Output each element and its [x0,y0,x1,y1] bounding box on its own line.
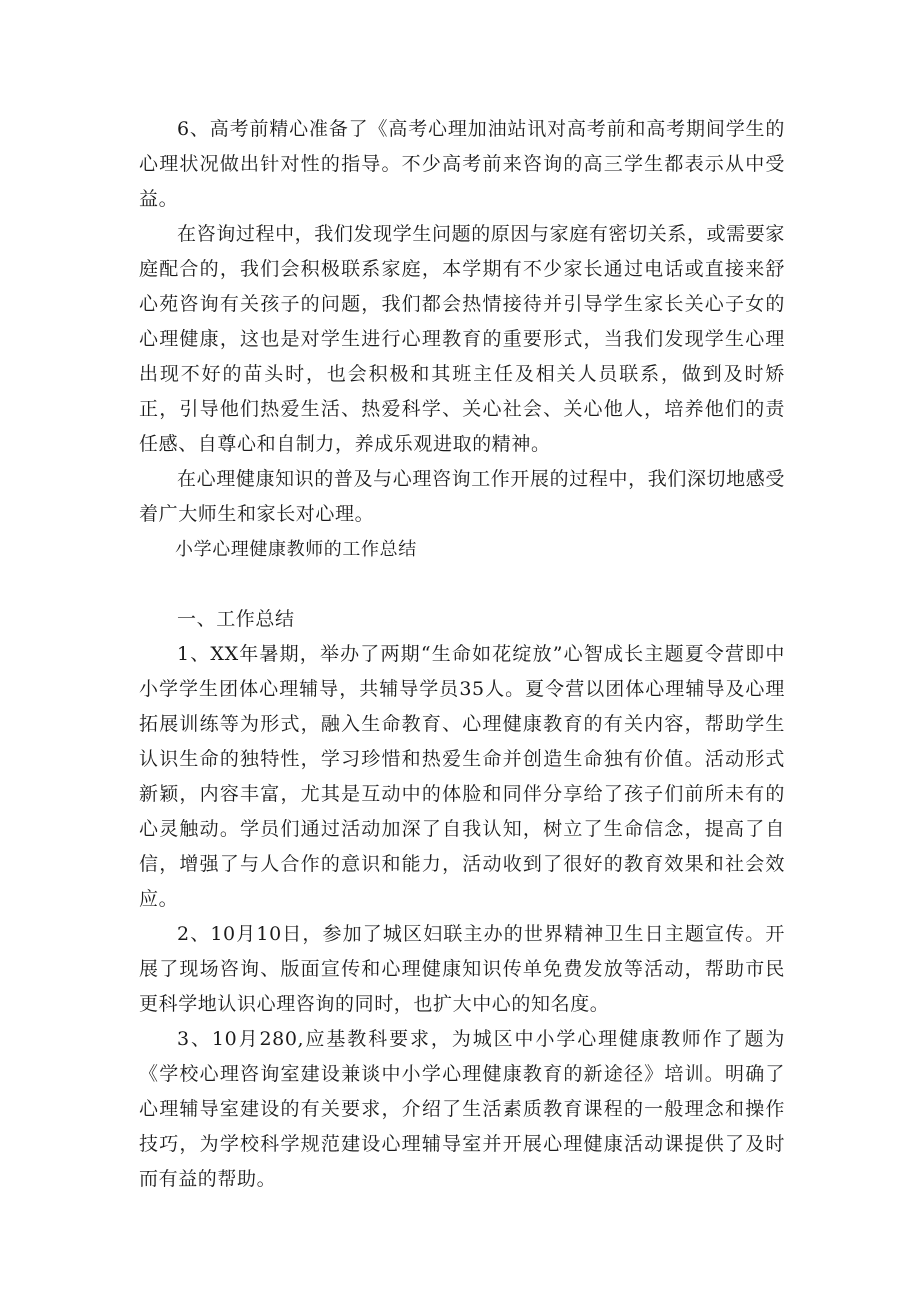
blank-line [139,567,785,602]
paragraph-item-3: 3、10月280,应基教科要求，为城区中小学心理健康教师作了题为《学校心理咨询室建设兼谈中小学心理健康教育的新途径》培训。明确了心理辅导室建设的有关要求，介绍了生活素质教育课程的一般理念和操作技巧，为学校科学规范建设心理辅导室并开展心理健康活动课提供了及时而有益的帮助。 [139,1028,785,1190]
paragraph-family-counseling: 在咨询过程中，我们发现学生问题的原因与家庭有密切关系，或需要家庭配合的，我们会积极联系家庭，本学期有不少家长通过电话或直接来舒心苑咨询有关孩子的问题，我们都会热情接待并引导学生家长关心子女的心理健康，这也是对学生进行心理教育的重要形式，当我们发现学生心理出现不好的苗头时，也会积极和其班主任及相关人员联系，做到及时矫正，引导他们热爱生活、热爱科学、关心社会、关心他人，培养他们的责任感、自尊心和自制力，养成乐观进取的精神。 [139,223,785,455]
document-title: 小学心理健康教师的工作总结 [175,539,417,560]
paragraph-item-2: 2、10月10日，参加了城区妇联主办的世界精神卫生日主题宣传。开展了现场咨询、版面宣传和心理健康知识传单免费发放等活动，帮助市民更科学地认识心理咨询的同时，也扩大中心的知名度。 [139,923,785,1015]
paragraph-item-6: 6、高考前精心准备了《高考心理加油站讯对高考前和高考期间学生的心理状况做出针对性的指导。不少高考前来咨询的高三学生都表示从中受益。 [139,118,785,210]
section-heading: 一、工作总结 [177,608,295,630]
document-body [139,112,785,1197]
paragraph-item-1: 1、XX年暑期，举办了两期“生命如花绽放”心智成长主题夏令营即中小学学生团体心理辅导，共辅导学员35人。夏令营以团体心理辅导及心理拓展训练等为形式，融入生命教育、心理健康教育的有关内容，帮助学生认识生命的独特性，学习珍惜和热爱生命并创造生命独有价值。活动形式新颖，内容丰富，尤其是互动中的体脸和同伴分享给了孩子们前所未有的心灵触动。学员们通过活动加深了自我认知，树立了生命信念，提高了自信，增强了与人合作的意识和能力，活动收到了很好的教育效果和社会效应。 [139,643,785,910]
paragraph-summary: 在心理健康知识的普及与心理咨询工作开展的过程中，我们深切地感受着广大师生和家长对心理。 [139,468,785,525]
